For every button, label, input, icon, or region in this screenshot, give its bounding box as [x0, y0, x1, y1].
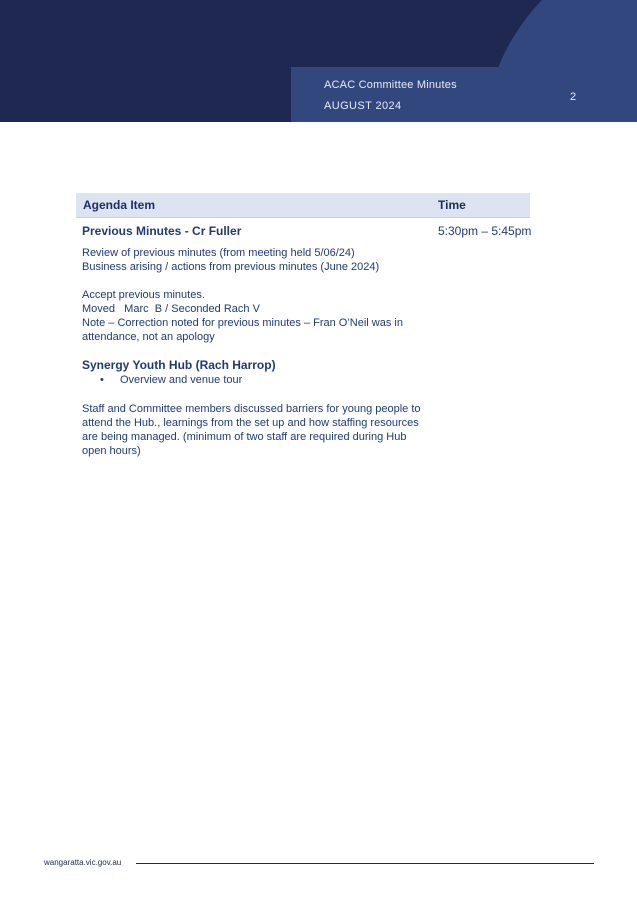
minutes-text: attendance, not an apology	[82, 331, 215, 343]
minutes-text: Business arising / actions from previous minutes (June 2024)	[82, 261, 380, 273]
column-header-agenda-item: Agenda Item	[83, 198, 156, 212]
agenda-item-title: Previous Minutes - Cr Fuller	[82, 224, 242, 238]
bullet-list-item	[100, 374, 242, 386]
discussion-text: open hours)	[82, 445, 141, 457]
minutes-text: Review of previous minutes (from meeting held 5/06/24)	[82, 247, 355, 259]
page-header	[0, 0, 637, 122]
page-number: 2	[570, 91, 577, 103]
bullet-icon: •	[100, 374, 104, 386]
agenda-item-title: Synergy Youth Hub (Rach Harrop)	[82, 358, 276, 372]
footer-website-link[interactable]: wangaratta.vic.gov.au	[44, 858, 122, 867]
column-header-time: Time	[438, 198, 466, 212]
document-date: AUGUST 2024	[324, 100, 402, 112]
discussion-text: Staff and Committee members discussed barriers for young people to	[82, 403, 421, 415]
minutes-text: Note – Correction noted for previous minutes – Fran O’Neil was in	[82, 317, 403, 329]
agenda-item-time: 5:30pm – 5:45pm	[438, 224, 532, 238]
bullet-text: Overview and venue tour	[120, 374, 243, 386]
discussion-text: attend the Hub., learnings from the set up and how staffing resources	[82, 417, 419, 429]
discussion-text: are being managed. (minimum of two staff are required during Hub	[82, 431, 407, 443]
footer-divider	[136, 863, 594, 864]
minutes-text: Moved Marc B / Seconded Rach V	[82, 303, 260, 315]
agenda-table-header	[76, 193, 530, 218]
document-title: ACAC Committee Minutes	[324, 79, 457, 91]
header-title-band	[291, 67, 637, 122]
minutes-text: Accept previous minutes.	[82, 289, 205, 301]
